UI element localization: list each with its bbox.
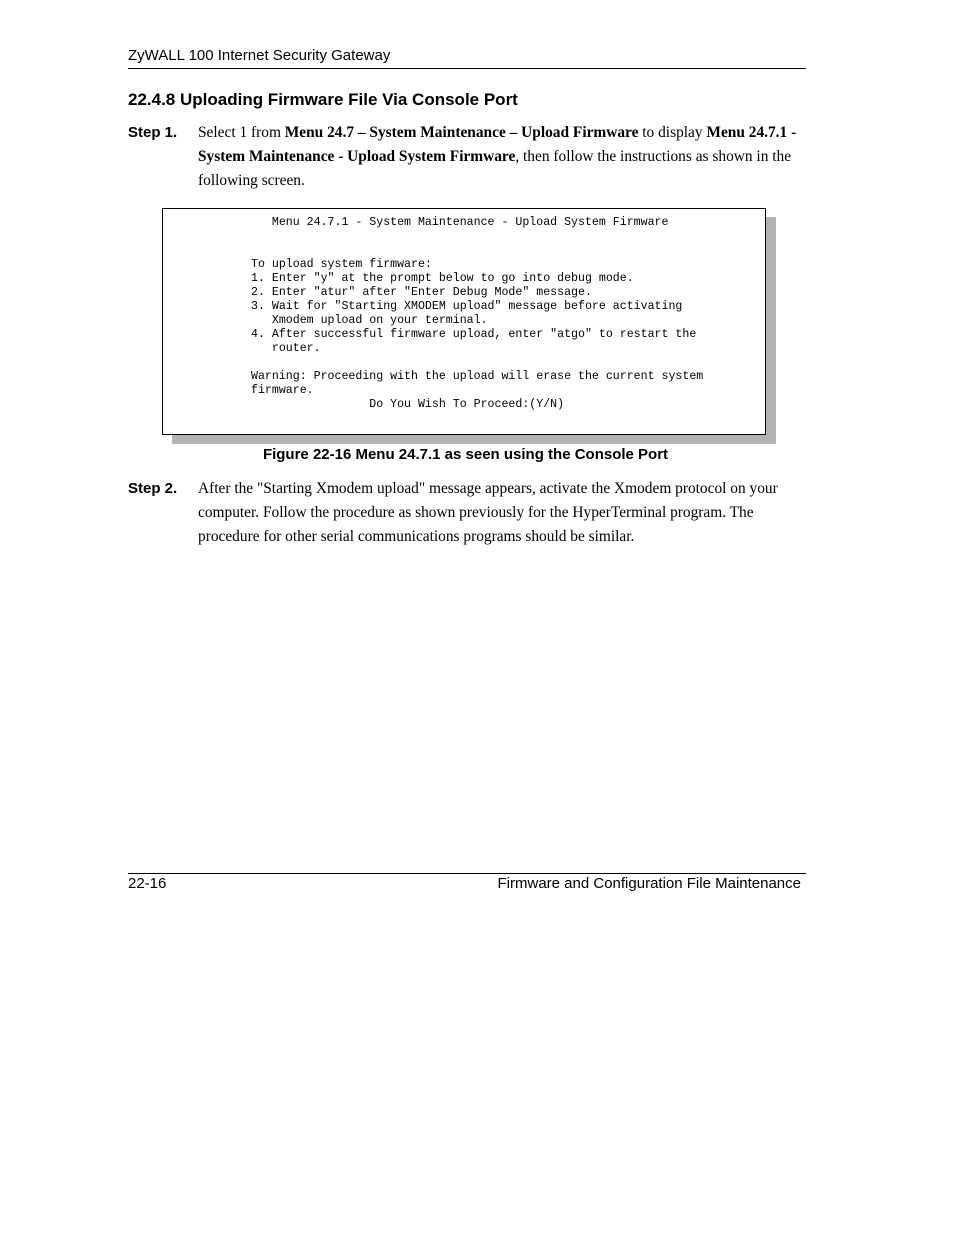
step-1-menu-ref: Menu 24.7 – System Maintenance – Upload Firmware (284, 124, 639, 141)
step-1-menu-ref: Menu 24.7.1 - System Maintenance - Upload System Firmware (198, 124, 797, 165)
step-1-text (198, 121, 808, 193)
step-1-text-part: to display (638, 124, 707, 141)
step-1-text-part: , then follow the instructions as shown in the following screen. (198, 148, 792, 189)
page-number: 22-16 (128, 875, 167, 892)
footer-rule (128, 873, 806, 874)
terminal-screen (162, 208, 766, 435)
header-rule (128, 68, 806, 69)
step-2-label: Step 2. (128, 480, 178, 497)
section-title: 22.4.8 Uploading Firmware File Via Console Port (128, 90, 518, 109)
terminal-text: Menu 24.7.1 - System Maintenance - Upload System Firmware To upload system firmware: 1. Enter "y" at the prompt below to go into debug mode. 2. Enter "atur" after "Enter Debug Mode" message. 3. Wait for "Starting XMODEM upload" message before activating Xmodem upload on your terminal. 4. After successful firmware upload, enter "atgo" to restart the router. Warning: Proceeding with the upload will erase the current system firmware. Do You Wish To Proceed:(Y/N) (251, 216, 704, 411)
running-header: ZyWALL 100 Internet Security Gateway (128, 47, 391, 64)
figure-caption: Figure 22-16 Menu 24.7.1 as seen using the Console Port (262, 446, 669, 463)
chapter-title: Firmware and Configuration File Maintenance (497, 875, 801, 892)
step-2-text: After the "Starting Xmodem upload" message appears, activate the Xmodem protocol on your computer. Follow the procedure as shown previously for the HyperTerminal program. The procedure for other serial communications programs should be similar. (198, 480, 778, 545)
step-1-text-part: Select 1 from (198, 124, 285, 141)
step-1-label: Step 1. (128, 124, 178, 141)
